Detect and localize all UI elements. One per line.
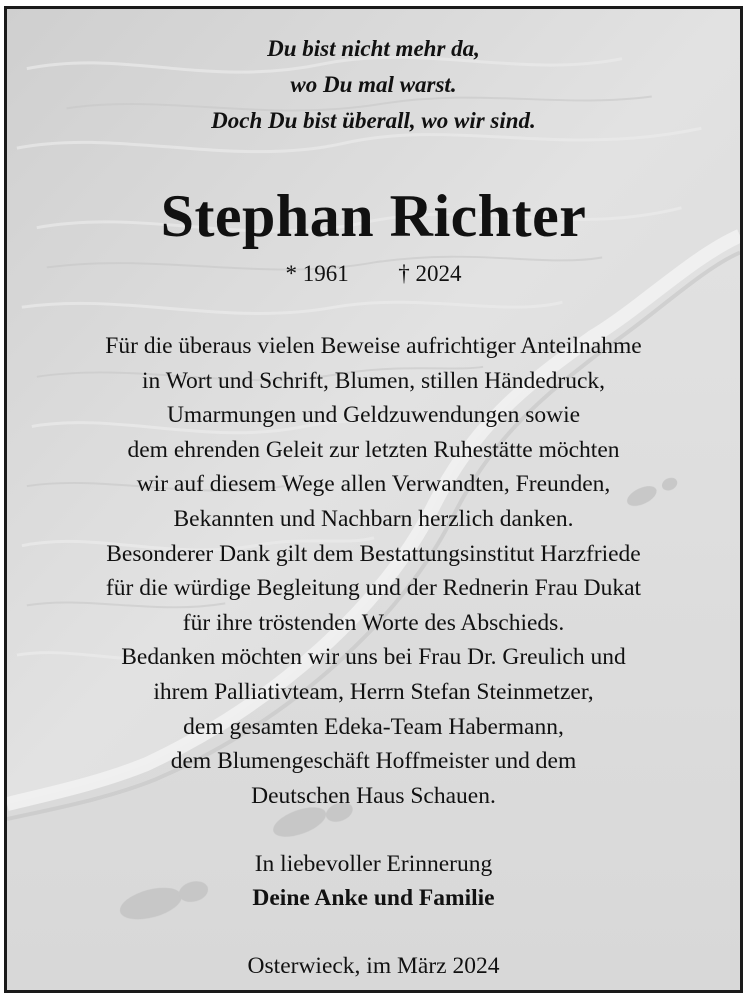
thanks-line: Besonderer Dank gilt dem Bestattungsinstitut Harzfriede [106, 540, 641, 567]
place-and-date: Osterwieck, im März 2024 [247, 953, 500, 979]
life-dates [7, 259, 740, 289]
signature: Deine Anke und Familie [252, 885, 495, 911]
closing-phrase: In liebevoller Erinnerung [254, 851, 493, 877]
thanks-line: wir auf diesem Wege allen Verwandten, Freunden, [136, 471, 611, 498]
thanks-line: Umarmungen und Geldzuwendungen sowie [166, 402, 581, 429]
thanks-line: in Wort und Schrift, Blumen, stillen Händedruck, [141, 367, 606, 394]
thanks-text [7, 329, 740, 813]
thanks-line: dem Blumengeschäft Hoffmeister und dem [170, 748, 577, 775]
motto-line: Doch Du bist überall, wo wir sind. [211, 108, 536, 133]
death-year: † 2024 [398, 261, 462, 286]
deceased-name: Stephan Richter [160, 183, 587, 249]
obituary-frame [4, 6, 743, 993]
thanks-line: für die würdige Begleitung und der Rednerin Frau Dukat [105, 575, 642, 602]
thanks-line: Deutschen Haus Schauen. [251, 782, 496, 809]
thanks-line: Bekannten und Nachbarn herzlich danken. [173, 505, 574, 532]
obituary-content [7, 9, 740, 990]
motto-line: wo Du mal warst. [290, 72, 457, 97]
birth-year: * 1961 [285, 261, 349, 286]
motto-verse [7, 31, 740, 139]
thanks-line: dem gesamten Edeka-Team Habermann, [183, 713, 564, 740]
thanks-line: dem ehrenden Geleit zur letzten Ruhestätte möchten [127, 436, 620, 463]
thanks-line: ihrem Palliativteam, Herrn Stefan Steinmetzer, [153, 678, 594, 705]
thanks-line: Für die überaus vielen Beweise aufrichtiger Anteilnahme [105, 333, 642, 359]
motto-line: Du bist nicht mehr da, [267, 36, 480, 61]
thanks-line: Bedanken möchten wir uns bei Frau Dr. Greulich und [121, 644, 626, 671]
thanks-line: für ihre tröstenden Worte des Abschieds. [182, 609, 565, 636]
